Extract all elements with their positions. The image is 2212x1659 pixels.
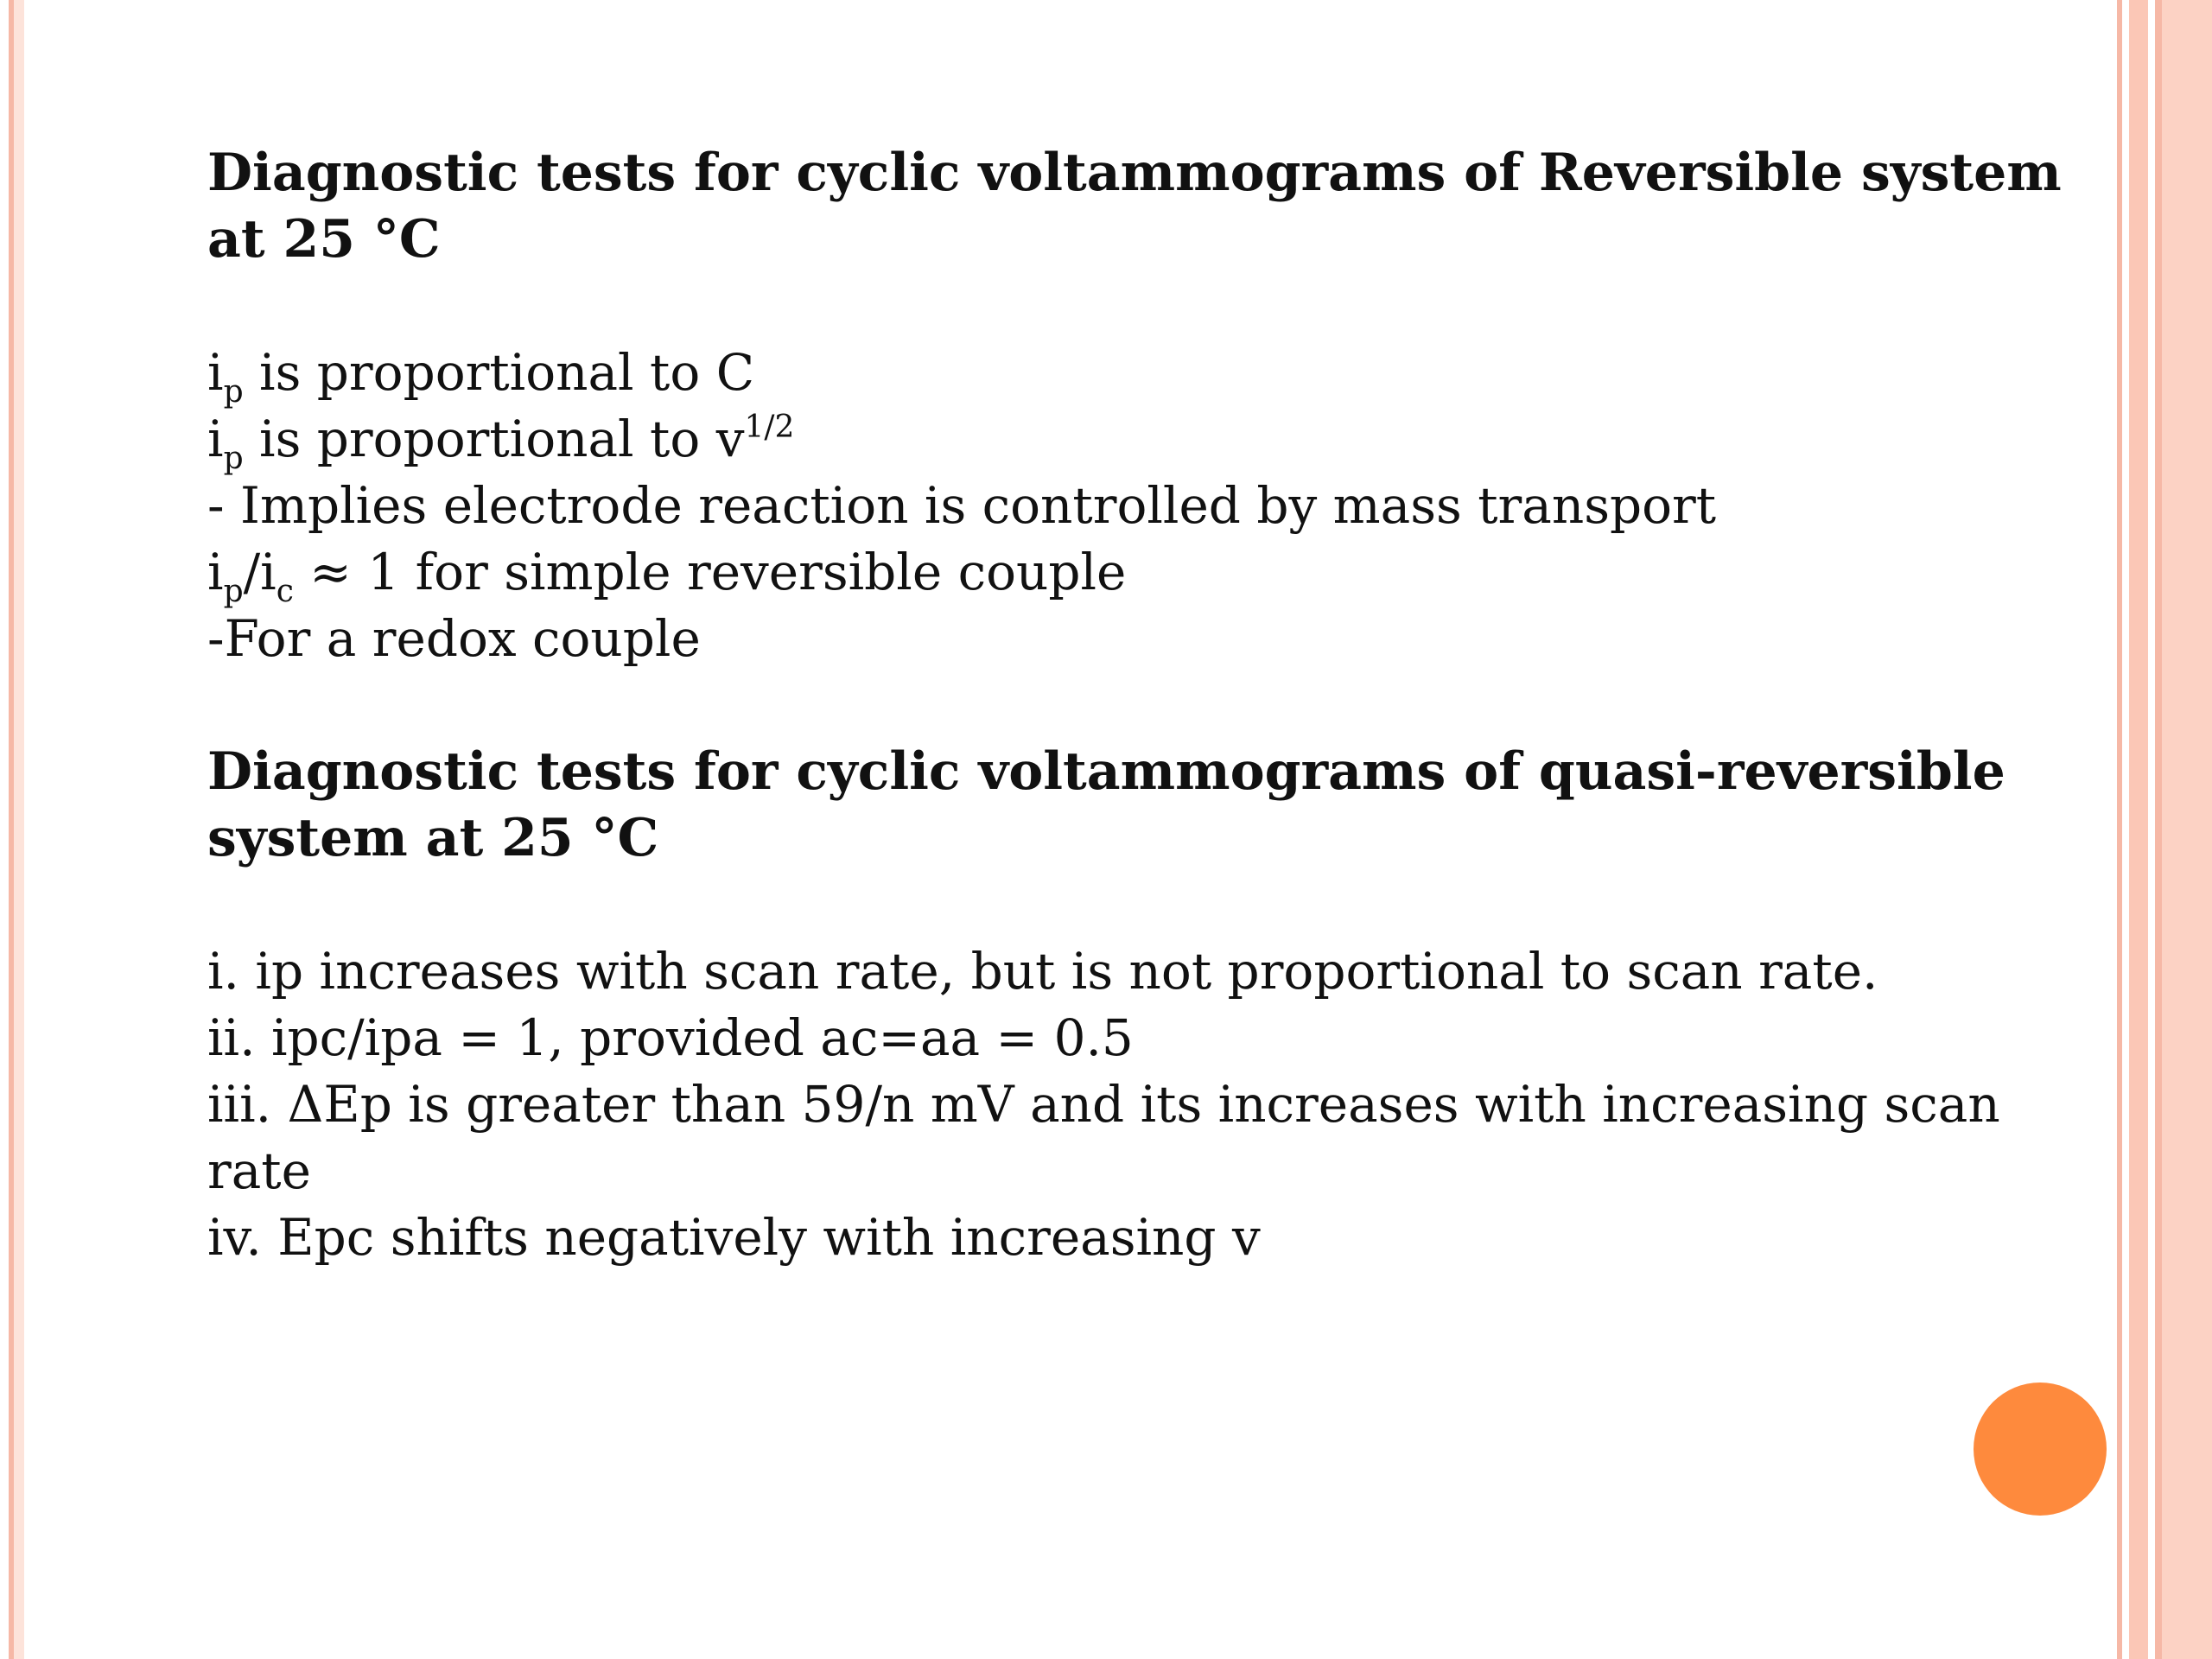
- left-decorative-border: [0, 0, 24, 1659]
- list-item: iv. Epc shifts negatively with increasing v: [207, 1208, 1261, 1267]
- list-item: iii. ΔEp is greater than 59/n mV and its increases with increasing scan rate: [207, 1075, 2000, 1200]
- slide-content: [207, 140, 2074, 1271]
- spacer: [207, 672, 2074, 739]
- ip-ic-ratio: $i_p/i_c \approx 1$ for simple reversible couple: [207, 543, 1127, 609]
- right-decorative-border: [2117, 0, 2212, 1659]
- quasi-reversible-heading: Diagnostic tests for cyclic voltammograms of quasi-reversible system at 25 °C: [207, 741, 2005, 868]
- orange-circle-decoration: [1974, 1382, 2107, 1516]
- mass-transport-note: - Implies electrode reaction is controlled by mass transport: [207, 476, 1717, 535]
- reversible-heading: Diagnostic tests for cyclic voltammograms of Reversible system at 25 °C: [207, 143, 2062, 270]
- list-item: ii. ipc/ipa = 1, provided ac=aa = 0.5: [207, 1008, 1134, 1067]
- ip-proportional-to-v: $i_p$ is proportional to $v^{1/2}$: [207, 410, 795, 476]
- list-item: i. ip increases with scan rate, but is not proportional to scan rate.: [207, 942, 1878, 1001]
- redox-couple-note: -For a redox couple: [207, 609, 701, 668]
- spacer: [207, 872, 2074, 938]
- ip-proportional-to-c: $i_p$ is proportional to C: [207, 343, 755, 410]
- spacer: [207, 273, 2074, 340]
